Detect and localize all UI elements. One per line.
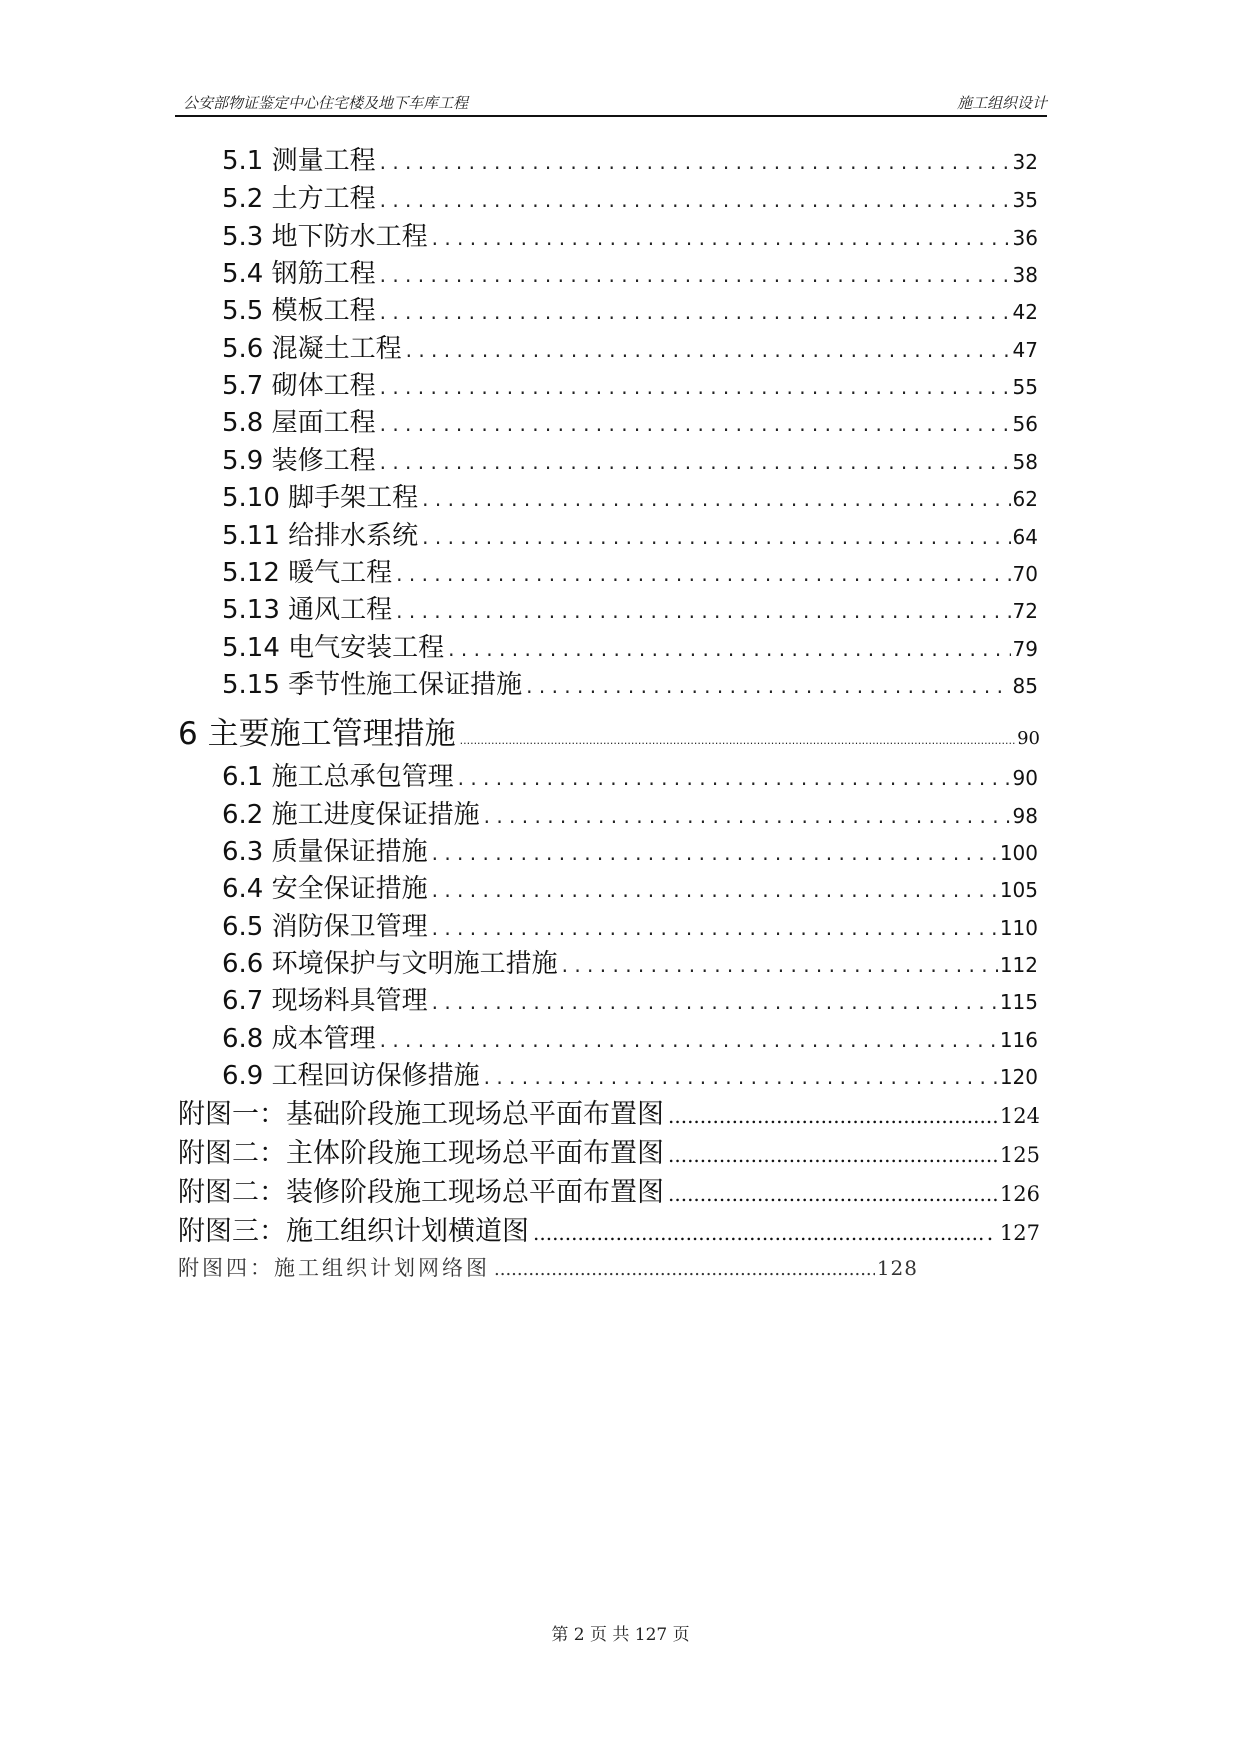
toc-entry-page: 62 (1012, 487, 1038, 511)
toc-entry[interactable] (222, 868, 1038, 905)
toc-entry-label: 5.4 钢筋工程 (222, 259, 376, 289)
toc-dot-leader (668, 1143, 998, 1167)
toc-chapter-entry[interactable] (178, 708, 1040, 753)
toc-entry-label: 5.9 装修工程 (222, 446, 376, 476)
toc-entry-label: 5.12 暖气工程 (222, 558, 393, 588)
toc-entry[interactable] (222, 589, 1038, 626)
toc-chapter-label: 6 主要施工管理措施 (178, 716, 456, 752)
toc-dot-leader (422, 487, 1010, 511)
toc-entry-page: 72 (1012, 599, 1038, 623)
toc-entry-label: 6.8 成本管理 (222, 1024, 376, 1054)
toc-entry-page: 36 (1012, 226, 1038, 250)
toc-entry[interactable] (222, 290, 1038, 327)
toc-entry-label: 5.15 季节性施工保证措施 (222, 670, 523, 700)
toc-entry-label: 5.8 屋面工程 (222, 408, 376, 438)
toc-entry-page: 58 (1012, 450, 1038, 474)
toc-entry-label: 5.14 电气安装工程 (222, 633, 445, 663)
toc-dot-leader (380, 300, 1011, 324)
toc-entry-page: 90 (1012, 766, 1038, 790)
toc-entry[interactable] (222, 440, 1038, 477)
toc-dot-leader (380, 375, 1011, 399)
toc-entry-page: 100 (999, 841, 1038, 865)
toc-dot-leader (460, 734, 1016, 747)
toc-dot-leader (406, 338, 1011, 362)
toc-entry-label: 5.11 给排水系统 (222, 521, 419, 551)
toc-dot-leader (380, 1028, 998, 1052)
page-footer: 第 2 页 共 127 页 (551, 1625, 690, 1645)
toc-entry[interactable] (222, 515, 1038, 552)
toc-dot-leader (380, 263, 1011, 287)
toc-appendix-page: 128 (876, 1256, 918, 1280)
toc-entry-page: 70 (1012, 562, 1038, 586)
toc-appendix-label: 附图四：施工组织计划网络图 (178, 1256, 490, 1280)
toc-entry-label: 5.7 砌体工程 (222, 371, 376, 401)
toc-entry[interactable] (222, 980, 1038, 1017)
toc-dot-leader (668, 1104, 998, 1128)
toc-appendix-label: 附图一：基础阶段施工现场总平面布置图 (178, 1099, 664, 1130)
toc-entry[interactable] (222, 906, 1038, 943)
toc-entry[interactable] (222, 1018, 1038, 1055)
toc-dot-leader (533, 1221, 985, 1245)
toc-entry-page: 85 (1012, 674, 1038, 698)
toc-entry-page: 105 (999, 878, 1038, 902)
toc-entry[interactable] (222, 402, 1038, 439)
toc-entry[interactable] (222, 140, 1038, 177)
toc-dot-leader (448, 637, 1010, 661)
toc-dot-leader (422, 525, 1010, 549)
toc-entry[interactable] (222, 943, 1038, 980)
header-doc-title: 施工组织设计 (956, 94, 1047, 112)
toc-entry-label: 6.2 施工进度保证措施 (222, 800, 480, 830)
toc-entry-label: 6.5 消防保卫管理 (222, 912, 428, 942)
toc-dot-leader (432, 226, 1011, 250)
toc-appendix-entry[interactable] (178, 1209, 1040, 1248)
toc-entry-page: 42 (1012, 300, 1038, 324)
toc-entry-page: 64 (1012, 525, 1038, 549)
toc-dot-leader (668, 1182, 998, 1206)
toc-appendix-entry[interactable] (178, 1131, 1040, 1170)
toc-appendix-page: 124 (999, 1104, 1040, 1128)
toc-dot-leader (380, 188, 1011, 212)
toc-entry[interactable] (222, 794, 1038, 831)
header-divider (175, 115, 1047, 117)
toc-entry[interactable] (222, 831, 1038, 868)
toc-appendix-entry[interactable] (178, 1170, 1040, 1209)
toc-entry[interactable] (222, 328, 1038, 365)
toc-entry[interactable] (222, 477, 1038, 514)
toc-entry-page: 56 (1012, 412, 1038, 436)
toc-entry[interactable] (222, 552, 1038, 589)
toc-entry-label: 5.3 地下防水工程 (222, 222, 428, 252)
toc-appendix-page: 126 (999, 1182, 1040, 1206)
toc-entry-page: 116 (999, 1028, 1038, 1052)
toc-entry-page: 32 (1012, 150, 1038, 174)
toc-entry-page: 38 (1012, 263, 1038, 287)
toc-dot-leader (380, 150, 1011, 174)
toc-dot-leader (484, 1065, 998, 1089)
toc-dot-leader (458, 766, 1011, 790)
toc-dot-leader (380, 412, 1011, 436)
toc-entry-label: 5.5 模板工程 (222, 296, 376, 326)
toc-appendix-page: . 127 (986, 1221, 1040, 1245)
toc-entry-page: 120 (999, 1065, 1038, 1089)
toc-entry-page: 35 (1012, 188, 1038, 212)
toc-entry[interactable] (222, 664, 1038, 701)
toc-entry-page: 112 (999, 953, 1038, 977)
toc-entry-label: 6.7 现场料具管理 (222, 986, 428, 1016)
toc-appendix-entry[interactable] (178, 1252, 918, 1282)
toc-entry[interactable] (222, 627, 1038, 664)
toc-entry-label: 6.6 环境保护与文明施工措施 (222, 949, 558, 979)
toc-dot-leader (432, 878, 998, 902)
toc-entry-page: 47 (1012, 338, 1038, 362)
toc-dot-leader (396, 562, 1010, 586)
toc-dot-leader (526, 674, 1010, 698)
toc-entry-page: 55 (1012, 375, 1038, 399)
toc-entry-label: 6.4 安全保证措施 (222, 874, 428, 904)
toc-appendix-entry[interactable] (178, 1092, 1040, 1131)
toc-entry[interactable] (222, 1055, 1038, 1092)
toc-entry-label: 6.3 质量保证措施 (222, 837, 428, 867)
toc-appendix-label: 附图三：施工组织计划横道图 (178, 1216, 529, 1247)
toc-dot-leader (380, 450, 1011, 474)
page-header (175, 90, 1047, 112)
toc-dot-leader (562, 953, 998, 977)
toc-entry-page: 115 (999, 990, 1038, 1014)
toc-entry-label: 5.2 土方工程 (222, 184, 376, 214)
toc-entry-label: 6.9 工程回访保修措施 (222, 1061, 480, 1091)
toc-entry-label: 5.1 测量工程 (222, 146, 376, 176)
toc-appendix-label: 附图二：装修阶段施工现场总平面布置图 (178, 1177, 664, 1208)
toc-entry-label: 6.1 施工总承包管理 (222, 762, 454, 792)
toc-dot-leader (432, 841, 998, 865)
toc-entry[interactable] (222, 253, 1038, 290)
toc-appendix-page: 125 (999, 1143, 1040, 1167)
toc-chapter-page: 90 (1017, 728, 1040, 749)
toc-dot-leader (396, 599, 1010, 623)
toc-dot-leader (484, 804, 1011, 828)
toc-entry-label: 5.6 混凝土工程 (222, 334, 402, 364)
toc-dot-leader (432, 916, 998, 940)
toc-appendix-label: 附图二：主体阶段施工现场总平面布置图 (178, 1138, 664, 1169)
toc-entry[interactable] (222, 756, 1038, 793)
header-project-title: 公安部物证鉴定中心住宅楼及地下车库工程 (183, 94, 469, 112)
toc-dot-leader (432, 990, 998, 1014)
toc-entry-page: 98 (1012, 804, 1038, 828)
toc-entry[interactable] (222, 365, 1038, 402)
toc-entry-page: 110 (999, 916, 1038, 940)
toc-entry-label: 5.13 通风工程 (222, 595, 393, 625)
toc-entry-page: 79 (1012, 637, 1038, 661)
toc-entry[interactable] (222, 216, 1038, 253)
toc-dot-leader (494, 1259, 875, 1280)
toc-entry[interactable] (222, 178, 1038, 215)
toc-entry-label: 5.10 脚手架工程 (222, 483, 419, 513)
